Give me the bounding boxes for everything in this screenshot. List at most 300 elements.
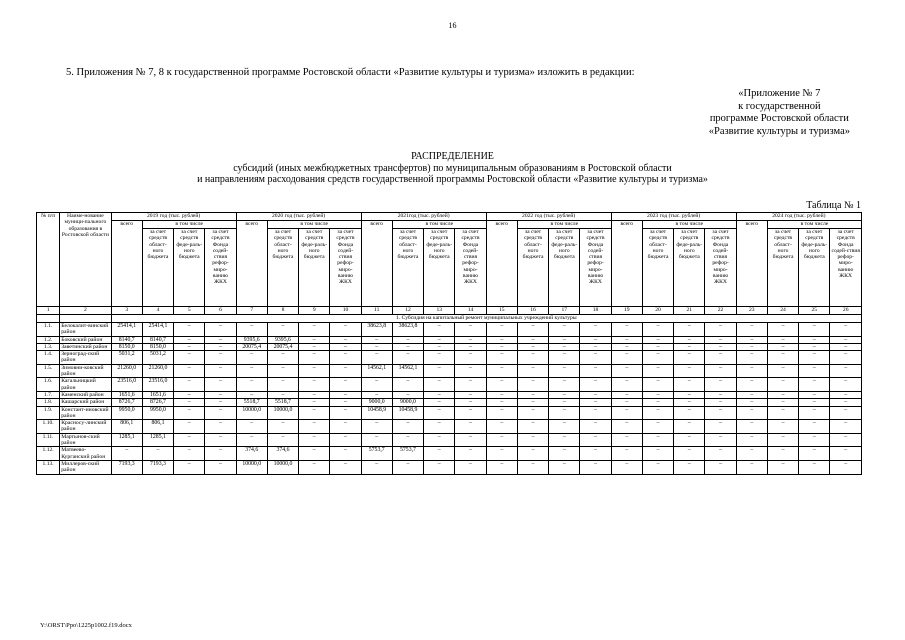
table-cell: – [205,399,236,406]
table-cell: 1651,6 [111,391,142,398]
header-total: всего [361,221,392,307]
table-cell: – [236,351,267,365]
table-cell: – [424,433,455,447]
table-cell: – [330,378,361,392]
table-cell: 8140,7 [111,336,142,343]
table-cell: – [799,391,830,398]
table-cell: – [736,364,767,378]
row-municipality: Заветинский район [60,343,111,350]
table-cell: – [642,447,673,461]
table-cell: – [455,406,486,420]
table-cell: – [705,351,736,365]
column-number-row [37,307,862,315]
table-row [37,406,862,420]
table-cell: – [830,351,862,365]
table-cell: – [799,343,830,350]
table-cell: 23516,0 [142,378,173,392]
header-funding-source: за счет средств Фонда содей-ствия рефор-миро-ванию ЖКХ [205,229,236,307]
table-cell: – [705,364,736,378]
header-including: в том числе [392,221,486,229]
table-cell: – [736,433,767,447]
table-cell: – [517,406,548,420]
column-number: 12 [392,307,423,315]
table-cell: – [174,399,205,406]
table-cell: – [830,343,862,350]
table-cell: – [642,391,673,398]
table-cell: – [517,378,548,392]
table-cell: – [361,391,392,398]
row-number: 1.3. [37,343,60,350]
table-cell: – [174,460,205,474]
table-cell: – [736,460,767,474]
header-total: всего [486,221,517,307]
table-cell: 1651,6 [142,391,173,398]
table-cell: – [424,420,455,434]
table-cell: – [674,323,705,337]
section-blank [37,315,60,323]
column-number: 13 [424,307,455,315]
table-cell: – [205,433,236,447]
section-blank [60,315,111,323]
table-cell: – [205,323,236,337]
header-funding-source: за счет средств област-ного бюджета [392,229,423,307]
table-cell: – [705,378,736,392]
header-year: 2020 год (тыс. рублей) [236,213,361,221]
table-cell: – [424,399,455,406]
table-cell: – [611,406,642,420]
intro-text: 5. Приложения № 7, 8 к государственной программе Ростовской области «Развитие культуры и туризма» изложить в редакции: [66,67,635,78]
table-cell: – [205,391,236,398]
row-municipality: Мартынов-ский район [60,433,111,447]
table-cell: – [486,420,517,434]
table-cell: – [455,351,486,365]
table-cell: – [830,406,862,420]
table-cell: – [486,406,517,420]
table-cell: – [111,447,142,461]
header-funding-source: за счет средств феде-раль-ного бюджета [549,229,580,307]
row-municipality: Боковский район [60,336,111,343]
row-number: 1.6. [37,378,60,392]
table-cell: – [580,406,611,420]
table-cell: 806,1 [111,420,142,434]
table-cell: – [486,336,517,343]
header-funding-source: за счет средств феде-раль-ного бюджета [799,229,830,307]
header-row [37,213,862,221]
column-number: 19 [611,307,642,315]
table-cell: 10000,0 [267,406,298,420]
table-cell: – [642,364,673,378]
table-cell: – [517,323,548,337]
table-cell: – [799,336,830,343]
table-cell: – [799,378,830,392]
table-cell: – [736,399,767,406]
table-cell: 8140,7 [142,336,173,343]
table-cell: – [642,399,673,406]
table-cell: – [299,433,330,447]
table-cell: – [767,351,798,365]
table-cell: – [611,343,642,350]
table-cell: – [674,420,705,434]
table-row [37,323,862,337]
header-year: 2022 год (тыс. рублей) [486,213,611,221]
column-number: 20 [642,307,673,315]
table-cell: – [174,336,205,343]
table-cell: – [299,323,330,337]
table-cell: – [424,378,455,392]
table-cell: – [330,460,361,474]
table-cell: – [642,336,673,343]
table-cell: – [830,336,862,343]
table-cell: – [455,447,486,461]
column-number: 24 [767,307,798,315]
section-title: 1. Субсидия на капитальный ремонт муниципальных учреждений культуры [111,315,861,323]
table-cell: 14562,1 [361,364,392,378]
header-funding-source: за счет средств област-ного бюджета [767,229,798,307]
table-cell: – [486,351,517,365]
table-row [37,433,862,447]
table-cell: – [830,460,862,474]
table-cell: – [517,433,548,447]
column-number: 10 [330,307,361,315]
header-year: 2021год (тыс. рублей) [361,213,486,221]
table-cell: – [236,433,267,447]
table-cell: – [830,323,862,337]
column-number: 21 [674,307,705,315]
table-cell: 9000,0 [392,399,423,406]
table-cell: 9950,0 [111,406,142,420]
header-including: в том числе [767,221,861,229]
table-cell: – [517,391,548,398]
table-cell: – [330,420,361,434]
table-cell: – [705,460,736,474]
column-number: 11 [361,307,392,315]
table-cell: – [674,343,705,350]
table-cell: – [361,378,392,392]
table-cell: – [517,420,548,434]
table-cell: – [174,343,205,350]
table-cell: – [361,420,392,434]
table-cell: – [611,460,642,474]
table-cell: – [517,460,548,474]
row-municipality: Матвеево-Курганский район [60,447,111,461]
table-cell: – [455,399,486,406]
row-municipality: Белокалит-винский район [60,323,111,337]
table-cell: – [455,378,486,392]
header-row [37,221,862,229]
column-number: 2 [60,307,111,315]
table-cell: – [799,433,830,447]
table-cell: – [767,420,798,434]
header-total: всего [736,221,767,307]
table-cell: – [205,460,236,474]
table-cell: – [205,364,236,378]
column-number: 17 [549,307,580,315]
table-cell: 38623,8 [392,323,423,337]
table-cell: – [174,323,205,337]
table-cell: – [611,420,642,434]
table-cell: – [799,447,830,461]
column-number: 8 [267,307,298,315]
header-funding-source: за счет средств област-ного бюджета [142,229,173,307]
table-cell: 5031,2 [111,351,142,365]
row-municipality: Каменский район [60,391,111,398]
table-cell: – [705,343,736,350]
table-cell: – [267,364,298,378]
table-cell: – [174,420,205,434]
table-cell: – [642,406,673,420]
table-cell: – [486,323,517,337]
table-cell: – [205,378,236,392]
table-cell: – [549,336,580,343]
column-number: 4 [142,307,173,315]
table-cell: – [642,323,673,337]
table-cell: 8150,0 [111,343,142,350]
header-total: всего [611,221,642,307]
table-cell: 7193,3 [142,460,173,474]
table-cell: – [830,420,862,434]
table-cell: – [736,378,767,392]
title-line: субсидий (иных межбюджетных трансфертов) по муниципальным образованиям в Ростовской области [233,162,672,174]
table-cell: – [767,336,798,343]
column-number: 23 [736,307,767,315]
table-cell: – [799,364,830,378]
column-number: 16 [517,307,548,315]
table-cell: – [486,343,517,350]
table-cell: – [767,364,798,378]
column-number: 25 [799,307,830,315]
table-cell: 8150,0 [142,343,173,350]
table-cell: – [236,364,267,378]
table-row [37,351,862,365]
header-total: всего [111,221,142,307]
table-cell: – [549,433,580,447]
header-funding-source: за счет средств Фонда содей-ствия рефор-миро-ванию ЖКХ [580,229,611,307]
table-cell: – [299,364,330,378]
column-number: 14 [455,307,486,315]
table-cell: 374,6 [236,447,267,461]
table-row [37,364,862,378]
table-cell: – [549,447,580,461]
table-cell: – [361,460,392,474]
row-number: 1.11. [37,433,60,447]
table-cell: – [330,391,361,398]
table-cell: 8726,7 [111,399,142,406]
table-cell: – [549,391,580,398]
table-cell: – [580,420,611,434]
table-row [37,420,862,434]
attachment-line: «Развитие культуры и туризма» [708,125,850,137]
table-cell: – [517,447,548,461]
table-cell: – [580,336,611,343]
table-cell: 5753,7 [392,447,423,461]
table-cell: – [424,460,455,474]
table-cell: – [142,447,173,461]
table-cell: – [767,433,798,447]
table-cell: – [455,323,486,337]
row-number: 1.5. [37,364,60,378]
table-cell: – [236,420,267,434]
table-cell: – [267,323,298,337]
table-cell: – [517,343,548,350]
table-cell: – [705,420,736,434]
table-cell: – [799,420,830,434]
table-cell: 9000,0 [361,399,392,406]
table-cell: 20075,4 [236,343,267,350]
column-number: 22 [705,307,736,315]
header-funding-source: за счет средств Фонда содей-ствия рефор-миро-ванию ЖКХ [705,229,736,307]
table-cell: – [830,391,862,398]
table-cell: – [486,378,517,392]
table-cell: – [330,336,361,343]
column-number: 18 [580,307,611,315]
table-cell: – [517,351,548,365]
table-cell: – [486,433,517,447]
table-cell: – [361,336,392,343]
table-cell: – [642,433,673,447]
header-col-municipality: Наиме-нование муници-пального образования в Ростовской области [60,213,111,307]
table-cell: – [799,399,830,406]
table-cell: – [424,336,455,343]
table-cell: – [611,399,642,406]
table-cell: – [674,447,705,461]
table-cell: – [674,433,705,447]
table-cell: – [736,391,767,398]
table-cell: – [580,343,611,350]
table-cell: – [267,351,298,365]
table-cell: – [549,420,580,434]
table-cell: – [611,351,642,365]
table-cell: – [830,378,862,392]
table-cell: – [517,399,548,406]
file-path: Y:\ORST\Ppo\1225p1002.f19.docx [40,622,132,629]
table-cell: – [299,336,330,343]
column-number: 9 [299,307,330,315]
table-cell: – [767,399,798,406]
table-cell: – [642,343,673,350]
header-funding-source: за счет средств област-ного бюджета [517,229,548,307]
table-cell: – [299,460,330,474]
row-number: 1.9. [37,406,60,420]
document-title [0,151,905,186]
table-cell: – [674,399,705,406]
table-cell: – [674,406,705,420]
table-cell: – [580,433,611,447]
column-number: 26 [830,307,862,315]
table-cell: – [486,391,517,398]
row-municipality: Кашарский район [60,399,111,406]
table-cell: – [361,351,392,365]
row-municipality: Миллеров-ский район [60,460,111,474]
table-cell: – [767,391,798,398]
table-cell: – [299,391,330,398]
table-cell: – [267,391,298,398]
table-cell: – [549,406,580,420]
row-municipality: Констант-иновский район [60,406,111,420]
header-funding-source: за счет средств феде-раль-ного бюджета [174,229,205,307]
table-cell: – [580,447,611,461]
table-cell: – [330,433,361,447]
table-cell: – [205,343,236,350]
table-cell: – [455,433,486,447]
table-cell: – [236,391,267,398]
row-municipality: Зерноград-ский район [60,351,111,365]
table-cell: – [799,323,830,337]
distribution-table [36,212,862,475]
table-cell: – [455,460,486,474]
table-cell: – [580,323,611,337]
table-cell: – [299,343,330,350]
row-number: 1.13. [37,460,60,474]
table-cell: – [174,364,205,378]
table-cell: – [392,343,423,350]
table-cell: – [174,378,205,392]
table-cell: – [736,336,767,343]
table-cell: – [674,351,705,365]
table-cell: – [549,323,580,337]
table-cell: 10000,0 [267,460,298,474]
table-cell: 38623,8 [361,323,392,337]
table-cell: – [705,433,736,447]
table-cell: 20075,4 [267,343,298,350]
column-number: 3 [111,307,142,315]
header-including: в том числе [517,221,611,229]
table-cell: – [611,323,642,337]
page-number: 16 [448,21,457,30]
table-row [37,399,862,406]
table-cell: 25414,1 [111,323,142,337]
table-cell: – [205,447,236,461]
attachment-heading [709,88,850,138]
table-cell: 9950,0 [142,406,173,420]
table-cell: – [361,343,392,350]
table-label: Таблица № 1 [806,200,861,211]
table-cell: – [611,433,642,447]
table-cell: – [486,399,517,406]
table-cell: – [674,391,705,398]
table-cell: – [392,391,423,398]
column-number: 15 [486,307,517,315]
table-cell: – [424,351,455,365]
header-funding-source: за счет средств Фонда содей-ствия рефор-миро-ванию ЖКХ [830,229,862,307]
header-funding-source: за счет средств феде-раль-ного бюджета [424,229,455,307]
table-cell: – [674,336,705,343]
table-cell: – [705,323,736,337]
table-cell: 10458,9 [361,406,392,420]
header-total: всего [236,221,267,307]
table-cell: – [611,391,642,398]
table-cell: – [705,391,736,398]
row-municipality: Зимовни-ковский район [60,364,111,378]
table-cell: – [330,323,361,337]
table-cell: – [799,351,830,365]
row-number: 1.4. [37,351,60,365]
table-cell: – [424,406,455,420]
row-number: 1.10. [37,420,60,434]
table-cell: – [642,460,673,474]
header-col-number: № п/п [37,213,60,307]
table-row [37,460,862,474]
header-including: в том числе [142,221,236,229]
table-cell: – [517,364,548,378]
header-funding-source: за счет средств област-ного бюджета [267,229,298,307]
table-cell: 5031,2 [142,351,173,365]
header-funding-source: за счет средств Фонда содей-ствия рефор-миро-ванию ЖКХ [330,229,361,307]
table-cell: 23516,0 [111,378,142,392]
table-cell: – [392,378,423,392]
table-cell: – [424,364,455,378]
table-cell: – [455,364,486,378]
table-cell: – [580,460,611,474]
